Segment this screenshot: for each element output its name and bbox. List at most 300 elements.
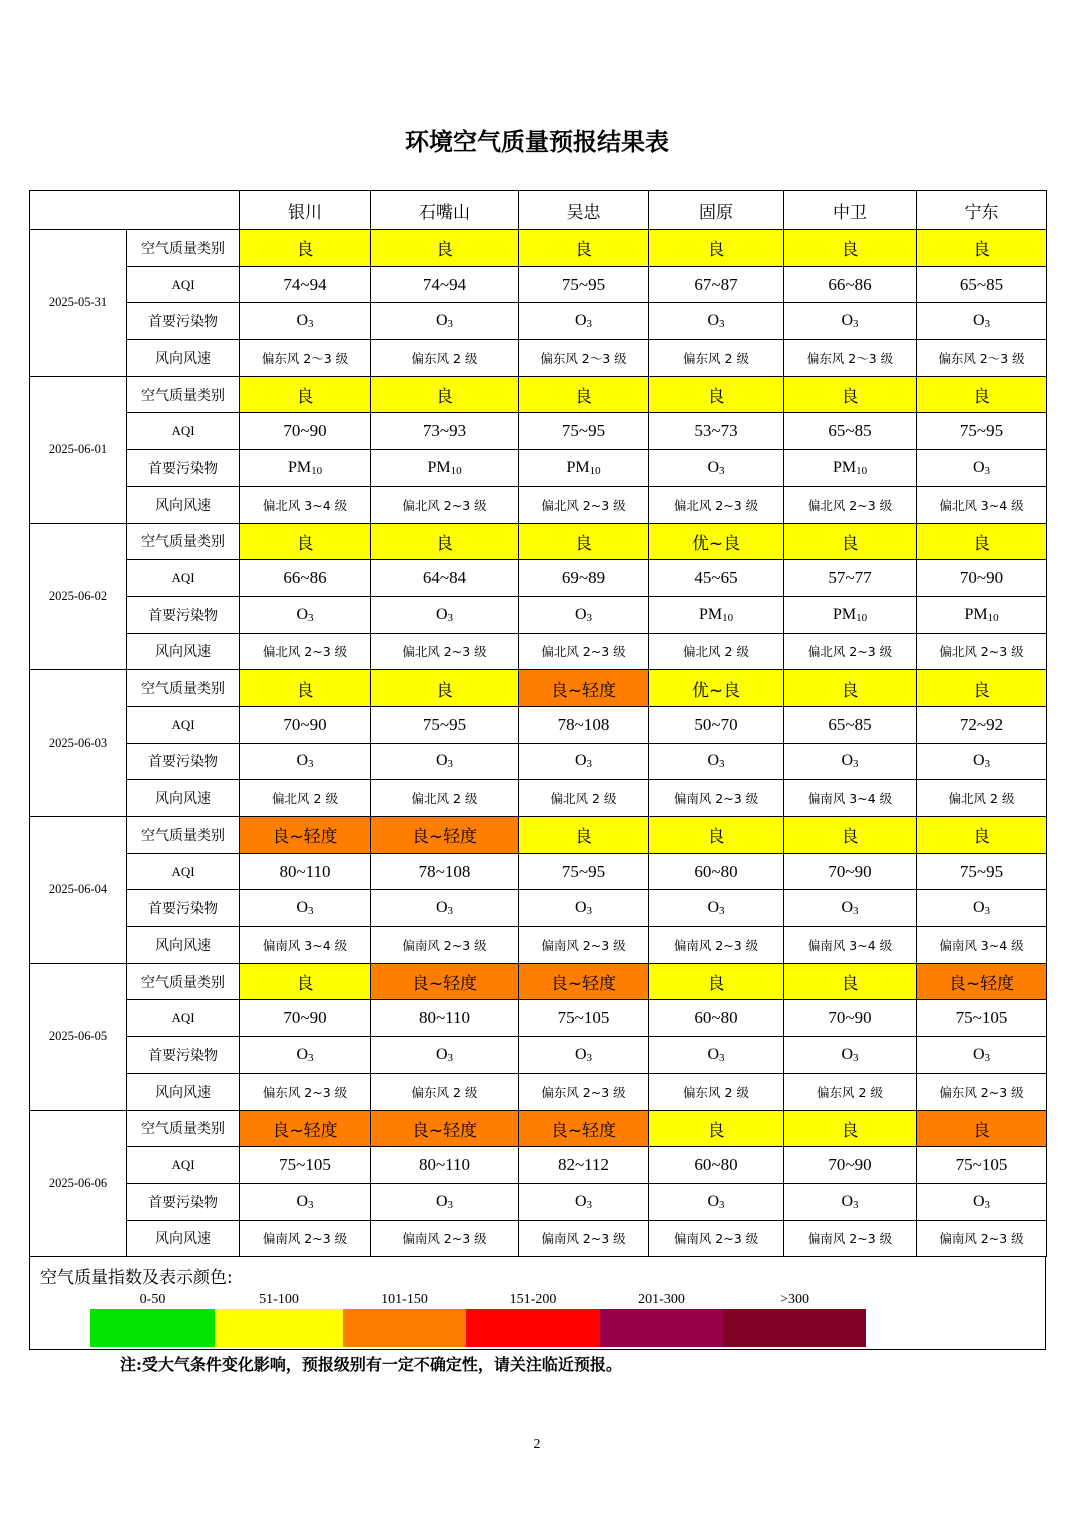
wind-cell: 偏北风 2~3 级 [519,486,649,523]
pollutant-cell [649,596,784,633]
city-header: 银川 [240,191,371,230]
aqi-cell: 60~80 [649,1000,784,1037]
pollutant-label: 首要污染物 [127,890,240,927]
aqi-label: AQI [127,706,240,743]
wind-cell: 偏北风 2~3 级 [917,633,1047,670]
date-cell: 2025-06-05 [30,963,127,1110]
wind-cell: 偏北风 2~3 级 [371,633,519,670]
pollutant-name: O [972,312,985,330]
wind-cell: 偏南风 3~4 级 [784,780,917,817]
category-cell: 良 [519,230,649,267]
pollutant-subscript: 3 [853,1198,859,1211]
pollutant-cell [917,1037,1047,1074]
legend-color-swatch [600,1309,723,1347]
wind-cell: 偏东风 2~3 级 [917,1073,1047,1110]
table-row [30,230,1047,267]
pollutant-subscript: 10 [987,611,999,624]
category-cell: 良 [784,523,917,560]
pollutant-cell [784,303,917,340]
pollutant-cell [240,743,371,780]
pollutant-name: O [841,899,854,917]
table-row [30,486,1047,523]
pollutant-subscript: 3 [719,1198,725,1211]
wind-cell: 偏南风 3~4 级 [784,927,917,964]
pollutant-subscript: 3 [853,905,859,918]
category-cell: 良 [917,230,1047,267]
category-cell: 良 [371,230,519,267]
pollutant-name: PM [832,458,857,476]
aqi-cell: 75~105 [917,1000,1047,1037]
wind-label: 风向风速 [127,927,240,964]
pollutant-name: O [707,312,720,330]
aqi-label: AQI [127,1147,240,1184]
aqi-cell: 82~112 [519,1147,649,1184]
aqi-cell: 70~90 [240,413,371,450]
pollutant-subscript: 3 [586,905,593,918]
aqi-cell: 70~90 [784,853,917,890]
category-cell: 良 [649,963,784,1000]
category-cell: 良~轻度 [240,817,371,854]
table-row [30,853,1047,890]
category-cell: 良 [240,376,371,413]
wind-cell: 偏北风 3~4 级 [917,486,1047,523]
table-row [30,1110,1047,1147]
wind-cell: 偏东风 2～3 级 [519,340,649,377]
wind-cell: 偏南风 3~4 级 [240,927,371,964]
pollutant-subscript: 3 [447,1051,454,1064]
pollutant-name: O [707,458,720,476]
aqi-cell: 70~90 [784,1000,917,1037]
pollutant-cell [649,890,784,927]
wind-cell: 偏北风 2 级 [240,780,371,817]
category-cell: 良~轻度 [371,963,519,1000]
forecast-table [29,190,1047,1257]
pollutant-subscript: 3 [984,905,991,918]
pollutant-subscript: 3 [308,905,314,918]
wind-cell: 偏北风 2 级 [371,780,519,817]
pollutant-cell [917,743,1047,780]
table-row [30,303,1047,340]
pollutant-subscript: 3 [984,758,991,771]
pollutant-name: PM [964,605,988,623]
aqi-cell: 60~80 [649,1147,784,1184]
category-cell: 优~良 [649,523,784,560]
aqi-label: AQI [127,413,240,450]
wind-cell: 偏南风 2~3 级 [240,1220,371,1257]
aqi-cell: 45~65 [649,560,784,597]
pollutant-name: O [707,899,720,917]
wind-label: 风向风速 [127,633,240,670]
aqi-cell: 70~90 [784,1147,917,1184]
aqi-cell: 64~84 [371,560,519,597]
pollutant-subscript: 3 [308,1051,314,1064]
legend-color-swatch [215,1309,343,1347]
wind-cell: 偏东风 2～3 级 [240,340,371,377]
pollutant-cell [917,596,1047,633]
pollutant-subscript: 3 [447,758,454,771]
table-row [30,706,1047,743]
pollutant-cell [240,890,371,927]
pollutant-subscript: 3 [853,318,859,331]
aqi-legend [29,1257,1046,1350]
category-cell: 良 [784,230,917,267]
aqi-cell: 67~87 [649,266,784,303]
pollutant-cell [917,303,1047,340]
wind-cell: 偏北风 2~3 级 [784,486,917,523]
aqi-cell: 74~94 [240,266,371,303]
wind-cell: 偏南风 2~3 级 [784,1220,917,1257]
aqi-cell: 73~93 [371,413,519,450]
category-cell: 良 [917,817,1047,854]
aqi-cell: 53~73 [649,413,784,450]
pollutant-cell [784,890,917,927]
pollutant-name: O [574,312,587,330]
pollutant-name: O [435,1045,448,1063]
pollutant-cell [371,743,519,780]
wind-cell: 偏东风 2 级 [371,1073,519,1110]
category-label: 空气质量类别 [127,376,240,413]
category-cell: 良 [784,376,917,413]
aqi-cell: 65~85 [784,413,917,450]
pollutant-cell [649,1183,784,1220]
table-row [30,1183,1047,1220]
pollutant-subscript: 10 [589,464,601,477]
wind-cell: 偏北风 3~4 级 [240,486,371,523]
category-cell: 良~轻度 [371,817,519,854]
wind-cell: 偏南风 2~3 级 [371,1220,519,1257]
pollutant-name: O [574,605,587,623]
pollutant-cell [371,596,519,633]
category-cell: 良~轻度 [519,1110,649,1147]
legend-range-label: 101-150 [381,1292,428,1307]
category-label: 空气质量类别 [127,1110,240,1147]
wind-cell: 偏南风 2~3 级 [649,1220,784,1257]
pollutant-cell [371,1183,519,1220]
pollutant-cell [519,450,649,487]
pollutant-cell [784,1183,917,1220]
aqi-cell: 69~89 [519,560,649,597]
pollutant-subscript: 3 [447,318,454,331]
pollutant-label: 首要污染物 [127,596,240,633]
aqi-cell: 78~108 [519,706,649,743]
aqi-cell: 75~105 [240,1147,371,1184]
pollutant-subscript: 3 [719,758,725,771]
pollutant-subscript: 3 [586,318,593,331]
wind-label: 风向风速 [127,1073,240,1110]
category-cell: 良 [649,1110,784,1147]
pollutant-subscript: 10 [856,464,868,477]
category-label: 空气质量类别 [127,670,240,707]
category-cell: 良 [519,817,649,854]
aqi-cell: 75~95 [917,853,1047,890]
category-cell: 良 [371,523,519,560]
pollutant-subscript: 3 [984,318,991,331]
city-header: 石嘴山 [371,191,519,230]
category-cell: 良~轻度 [519,963,649,1000]
category-cell: 良 [917,670,1047,707]
legend-color-swatch [90,1309,215,1347]
category-cell: 良 [519,523,649,560]
category-cell: 良~轻度 [371,1110,519,1147]
aqi-cell: 75~95 [519,853,649,890]
pollutant-cell [240,450,371,487]
table-row [30,596,1047,633]
pollutant-cell [240,303,371,340]
pollutant-cell [371,1037,519,1074]
category-label: 空气质量类别 [127,230,240,267]
legend-range-label: 51-100 [259,1292,299,1307]
pollutant-name: O [435,1192,448,1210]
wind-cell: 偏东风 2~3 级 [240,1073,371,1110]
wind-cell: 偏东风 2 级 [371,340,519,377]
pollutant-cell [649,450,784,487]
aqi-label: AQI [127,560,240,597]
aqi-cell: 50~70 [649,706,784,743]
date-cell: 2025-06-03 [30,670,127,817]
table-row [30,780,1047,817]
table-row [30,890,1047,927]
aqi-label: AQI [127,266,240,303]
pollutant-label: 首要污染物 [127,303,240,340]
pollutant-subscript: 3 [719,1051,725,1064]
pollutant-cell [784,450,917,487]
table-row [30,743,1047,780]
header-blank-cell [30,191,240,230]
pollutant-subscript: 3 [308,611,314,624]
category-cell: 良~轻度 [519,670,649,707]
category-cell: 良 [784,670,917,707]
category-cell: 良 [519,376,649,413]
legend-range-label: 201-300 [638,1292,685,1307]
pollutant-cell [371,450,519,487]
pollutant-name: O [841,1045,854,1063]
aqi-cell: 78~108 [371,853,519,890]
category-cell: 良 [784,1110,917,1147]
pollutant-cell [917,450,1047,487]
wind-cell: 偏东风 2～3 级 [784,340,917,377]
wind-cell: 偏东风 2 级 [784,1073,917,1110]
pollutant-name: PM [832,605,857,623]
date-cell: 2025-06-04 [30,817,127,964]
aqi-cell: 65~85 [784,706,917,743]
legend-color-swatch [466,1309,600,1347]
table-row [30,1037,1047,1074]
aqi-cell: 72~92 [917,706,1047,743]
header-row [30,191,1047,230]
pollutant-cell [519,596,649,633]
pollutant-subscript: 10 [722,611,734,624]
city-header: 中卫 [784,191,917,230]
table-row [30,266,1047,303]
pollutant-subscript: 10 [450,464,462,477]
category-cell: 良 [240,523,371,560]
pollutant-subscript: 3 [719,464,725,477]
aqi-cell: 80~110 [371,1000,519,1037]
pollutant-cell [519,1037,649,1074]
pollutant-name: O [707,752,720,770]
table-row [30,1220,1047,1257]
pollutant-name: O [296,312,309,330]
date-cell: 2025-06-02 [30,523,127,670]
wind-cell: 偏东风 2 级 [649,1073,784,1110]
aqi-cell: 75~95 [917,413,1047,450]
aqi-cell: 75~95 [519,413,649,450]
legend-range-label: >300 [780,1292,809,1307]
aqi-label: AQI [127,1000,240,1037]
pollutant-name: O [296,1045,309,1063]
wind-cell: 偏北风 2 级 [649,633,784,670]
pollutant-label: 首要污染物 [127,1037,240,1074]
pollutant-subscript: 10 [856,611,868,624]
pollutant-cell [784,1037,917,1074]
wind-label: 风向风速 [127,780,240,817]
pollutant-name: O [574,752,587,770]
wind-cell: 偏南风 2~3 级 [649,927,784,964]
pollutant-name: O [574,1045,587,1063]
wind-cell: 偏东风 2~3 级 [519,1073,649,1110]
table-row [30,1147,1047,1184]
wind-cell: 偏南风 2~3 级 [649,780,784,817]
wind-label: 风向风速 [127,486,240,523]
pollutant-name: O [707,1192,720,1210]
table-row [30,633,1047,670]
aqi-cell: 80~110 [371,1147,519,1184]
pollutant-name: O [574,1192,587,1210]
pollutant-name: O [574,899,587,917]
wind-cell: 偏北风 2 级 [917,780,1047,817]
category-label: 空气质量类别 [127,523,240,560]
pollutant-subscript: 3 [984,464,991,477]
table-row [30,560,1047,597]
category-cell: 良 [371,670,519,707]
city-header: 宁东 [917,191,1047,230]
pollutant-cell [371,890,519,927]
pollutant-cell [649,1037,784,1074]
pollutant-subscript: 3 [586,758,593,771]
pollutant-subscript: 3 [719,905,725,918]
wind-cell: 偏北风 2~3 级 [519,633,649,670]
aqi-cell: 75~95 [519,266,649,303]
legend-title: 空气质量指数及表示颜色: [40,1268,233,1288]
wind-cell: 偏南风 2~3 级 [917,1220,1047,1257]
aqi-cell: 80~110 [240,853,371,890]
table-row [30,817,1047,854]
pollutant-cell [784,743,917,780]
pollutant-subscript: 3 [586,1051,593,1064]
aqi-cell: 57~77 [784,560,917,597]
pollutant-name: O [841,312,854,330]
pollutant-cell [519,1183,649,1220]
table-row [30,376,1047,413]
wind-cell: 偏北风 2~3 级 [240,633,371,670]
category-cell: 良 [240,963,371,1000]
pollutant-name: O [841,1192,854,1210]
category-cell: 良 [917,1110,1047,1147]
pollutant-subscript: 3 [853,1051,859,1064]
city-header: 固原 [649,191,784,230]
pollutant-name: O [972,458,985,476]
wind-cell: 偏南风 3~4 级 [917,927,1047,964]
pollutant-name: PM [427,458,451,476]
aqi-cell: 66~86 [784,266,917,303]
pollutant-name: O [296,605,309,623]
city-header: 吴忠 [519,191,649,230]
pollutant-cell [519,743,649,780]
pollutant-subscript: 3 [853,758,859,771]
pollutant-label: 首要污染物 [127,743,240,780]
category-cell: 良 [784,817,917,854]
pollutant-subscript: 3 [984,1198,991,1211]
pollutant-name: O [972,899,985,917]
page-title: 环境空气质量预报结果表 [405,127,669,156]
legend-color-swatch [723,1309,866,1347]
pollutant-name: O [435,752,448,770]
pollutant-cell [649,743,784,780]
table-row [30,670,1047,707]
pollutant-subscript: 3 [447,905,454,918]
pollutant-cell [519,890,649,927]
wind-label: 风向风速 [127,340,240,377]
pollutant-name: O [435,899,448,917]
category-cell: 良 [240,230,371,267]
wind-cell: 偏北风 2~3 级 [371,486,519,523]
pollutant-subscript: 10 [311,464,323,477]
forecast-note: 注:受大气条件变化影响，预报级别有一定不确定性，请关注临近预报。 [120,1355,622,1374]
pollutant-cell [649,303,784,340]
page-number: 2 [533,1437,541,1452]
pollutant-cell [917,890,1047,927]
aqi-cell: 70~90 [240,706,371,743]
table-row [30,523,1047,560]
pollutant-name: O [296,1192,309,1210]
category-cell: 良 [371,376,519,413]
pollutant-cell [240,1183,371,1220]
category-cell: 优~良 [649,670,784,707]
pollutant-cell [784,596,917,633]
category-cell: 良~轻度 [917,963,1047,1000]
pollutant-cell [917,1183,1047,1220]
table-row [30,1073,1047,1110]
category-cell: 良 [240,670,371,707]
pollutant-subscript: 3 [984,1051,991,1064]
pollutant-name: PM [698,605,723,623]
table-row [30,340,1047,377]
aqi-cell: 75~95 [371,706,519,743]
pollutant-subscript: 3 [447,611,454,624]
pollutant-name: O [296,752,309,770]
wind-cell: 偏南风 2~3 级 [519,1220,649,1257]
pollutant-cell [240,596,371,633]
aqi-cell: 74~94 [371,266,519,303]
aqi-cell: 75~105 [917,1147,1047,1184]
legend-range-label: 0-50 [139,1292,166,1307]
pollutant-name: O [435,605,448,623]
pollutant-name: O [972,1192,985,1210]
pollutant-name: O [972,752,985,770]
pollutant-name: O [972,1045,985,1063]
table-row [30,450,1047,487]
pollutant-subscript: 3 [308,318,314,331]
category-cell: 良 [649,817,784,854]
wind-cell: 偏南风 2~3 级 [371,927,519,964]
pollutant-name: O [435,312,448,330]
pollutant-name: O [296,899,309,917]
pollutant-subscript: 3 [308,758,314,771]
aqi-label: AQI [127,853,240,890]
category-cell: 良 [917,376,1047,413]
aqi-cell: 75~105 [519,1000,649,1037]
pollutant-subscript: 3 [719,318,725,331]
